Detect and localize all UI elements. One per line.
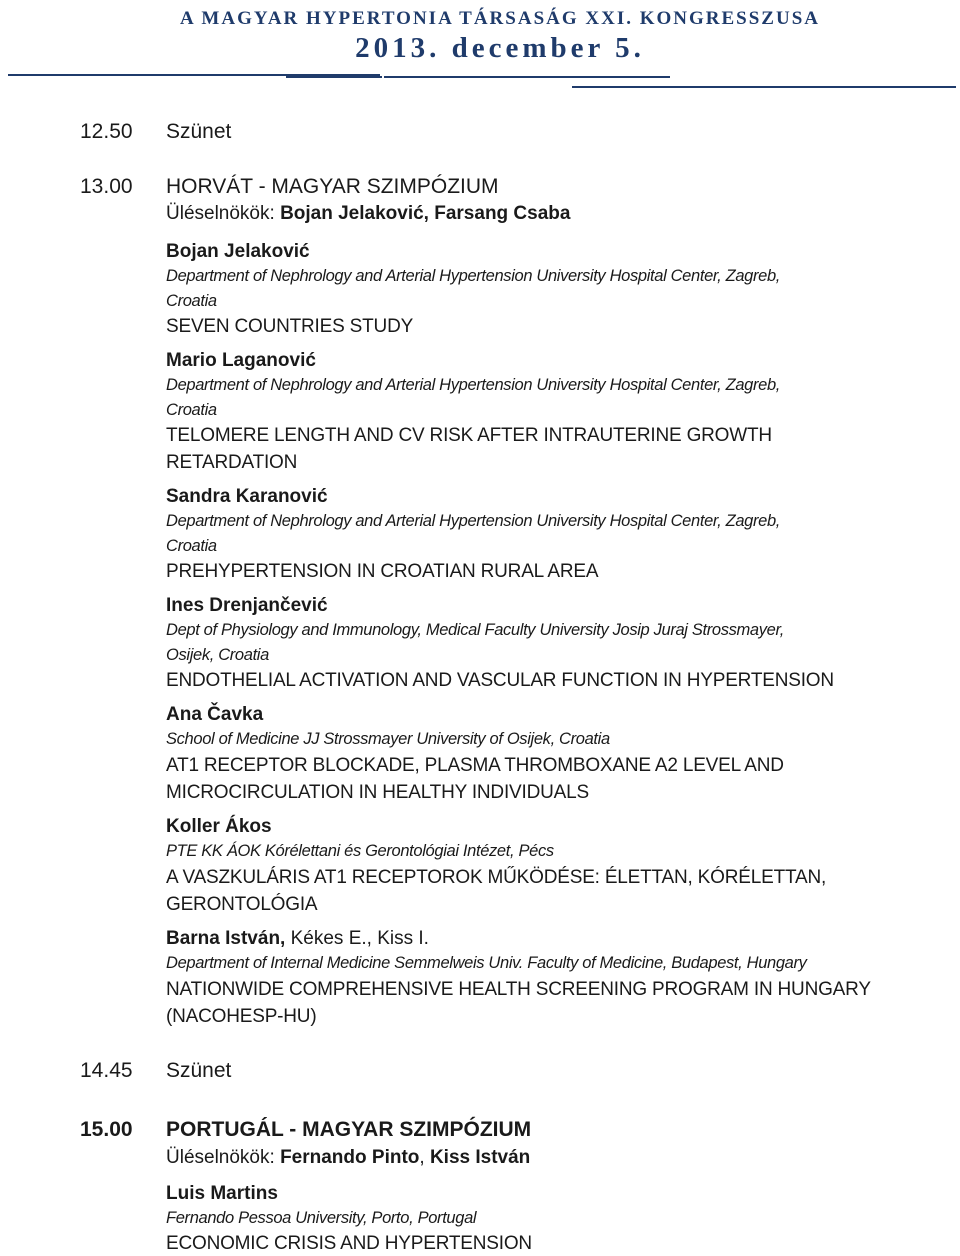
chairs-label: Üléselnökök: <box>166 1147 275 1168</box>
speaker-name: Koller Ákos <box>166 816 272 837</box>
talk-title-cont: RETARDATION <box>166 452 298 473</box>
speaker-name: Sandra Karanović <box>166 486 328 507</box>
affiliation: Fernando Pessoa University, Porto, Portugal <box>166 1209 477 1227</box>
talk-title: SEVEN COUNTRIES STUDY <box>166 316 414 337</box>
header-rule-right <box>572 86 956 88</box>
talk-title-cont: (NACOHESP-HU) <box>166 1006 317 1027</box>
break1-time: 12.50 <box>80 120 133 143</box>
session1-time: 13.00 <box>80 175 133 198</box>
talk-title-cont: MICROCIRCULATION IN HEALTHY INDIVIDUALS <box>166 782 589 803</box>
speaker-name: Bojan Jelaković <box>166 241 310 262</box>
chair-separator: , <box>419 1147 430 1168</box>
session1-title: HORVÁT - MAGYAR SZIMPÓZIUM <box>166 175 499 198</box>
header-date: 2013. december 5. <box>355 32 645 64</box>
header-rule-left-under <box>286 76 382 78</box>
speaker-name: Barna István, <box>166 928 286 949</box>
talk-title-cont: GERONTOLÓGIA <box>166 894 318 915</box>
speaker-name: Ines Drenjančević <box>166 595 328 616</box>
affiliation-cont: Croatia <box>166 537 217 555</box>
break2-time: 14.45 <box>80 1059 133 1082</box>
chairs-names: Bojan Jelaković, Farsang Csaba <box>280 203 571 224</box>
talk-title: AT1 RECEPTOR BLOCKADE, PLASMA THROMBOXANE A2 LEVEL AND <box>166 755 784 776</box>
affiliation: Department of Nephrology and Arterial Hypertension University Hospital Center, Zagreb, <box>166 267 781 285</box>
affiliation: Dept of Physiology and Immunology, Medical Faculty University Josip Juraj Strossmayer, <box>166 621 784 639</box>
affiliation: School of Medicine JJ Strossmayer University of Osijek, Croatia <box>166 730 610 748</box>
break2-label: Szünet <box>166 1059 232 1082</box>
talk-title: A VASZKULÁRIS AT1 RECEPTOROK MŰKÖDÉSE: ÉLETTAN, KÓRÉLETTAN, <box>166 867 827 888</box>
chair-name-1: Fernando Pinto <box>280 1147 420 1168</box>
affiliation-cont: Croatia <box>166 401 217 419</box>
speaker-name: Luis Martins <box>166 1183 278 1204</box>
affiliation-cont: Croatia <box>166 292 217 310</box>
session1-chairs <box>166 201 570 226</box>
talk-title: NATIONWIDE COMPREHENSIVE HEALTH SCREENING PROGRAM IN HUNGARY <box>166 979 871 1000</box>
session2-title: PORTUGÁL - MAGYAR SZIMPÓZIUM <box>166 1118 532 1141</box>
affiliation-cont: Osijek, Croatia <box>166 646 269 664</box>
talk-title: ECONOMIC CRISIS AND HYPERTENSION <box>166 1233 532 1254</box>
affiliation: Department of Internal Medicine Semmelweis Univ. Faculty of Medicine, Budapest, Hungary <box>166 954 807 972</box>
break1-label: Szünet <box>166 120 232 143</box>
talk-title: ENDOTHELIAL ACTIVATION AND VASCULAR FUNCTION IN HYPERTENSION <box>166 670 834 691</box>
speaker-name: Mario Laganović <box>166 350 316 371</box>
session2-chairs <box>166 1145 530 1170</box>
affiliation: Department of Nephrology and Arterial Hypertension University Hospital Center, Zagreb, <box>166 512 781 530</box>
chair-name-2: Kiss István <box>429 1147 531 1168</box>
chairs-label: Üléselnökök: <box>166 203 275 224</box>
affiliation: Department of Nephrology and Arterial Hypertension University Hospital Center, Zagreb, <box>166 376 781 394</box>
header-title: A MAGYAR HYPERTONIA TÁRSASÁG XXI. KONGRESSZUSA <box>180 8 820 29</box>
talk-title: PREHYPERTENSION IN CROATIAN RURAL AREA <box>166 561 599 582</box>
header-rule-center <box>384 76 670 78</box>
speaker-name: Ana Čavka <box>166 704 264 725</box>
speaker-coauthors: Kékes E., Kiss I. <box>290 928 429 949</box>
session2-time: 15.00 <box>80 1118 133 1141</box>
talk-title: TELOMERE LENGTH AND CV RISK AFTER INTRAUTERINE GROWTH <box>166 425 772 446</box>
affiliation: PTE KK ÁOK Kórélettani és Gerontológiai Intézet, Pécs <box>166 842 554 860</box>
speaker-line <box>166 926 429 951</box>
